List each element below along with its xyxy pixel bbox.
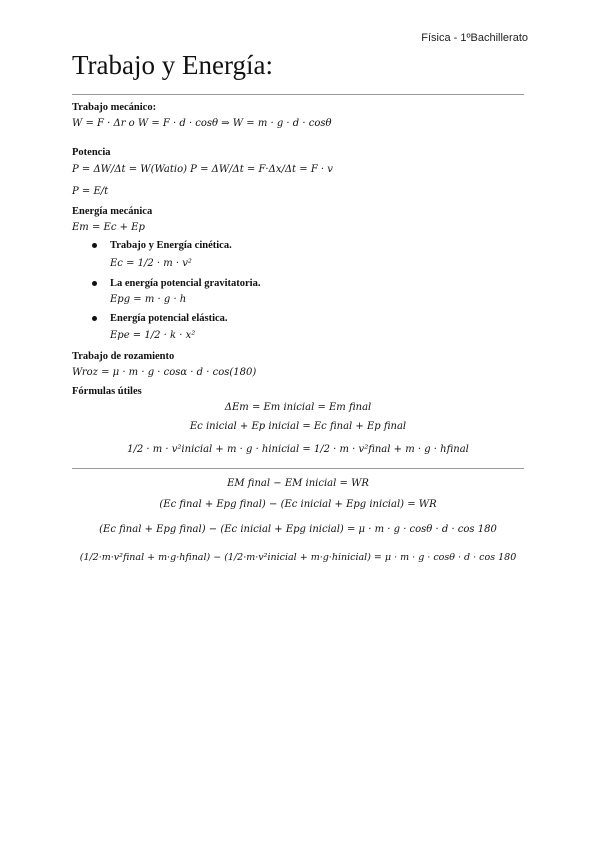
formula-util-1: ΔEm = Em inicial = Em final [224, 402, 372, 413]
list-item: Trabajo y Energía cinética. [92, 240, 232, 251]
formula-util-5: (Ec final + Epg final) − (Ec inicial + Epg inicial) = WR [159, 499, 437, 510]
bullet-icon [92, 281, 97, 286]
formula-util-6: (Ec final + Epg final) − (Ec inicial + Epg inicial) = μ · m · g · cosθ · d · cos 180 [99, 524, 497, 535]
page-title: Trabajo y Energía: [72, 50, 273, 80]
heading-potencia: Potencia [72, 147, 111, 158]
heading-rozamiento: Trabajo de rozamiento [72, 351, 175, 362]
formula-trabajo: W = F · Δr o W = F · d · cosθ ⇒ W = m · g · d · cosθ [72, 118, 332, 129]
heading-trabajo: Trabajo mecánico: [72, 102, 157, 113]
bullet-icon [92, 316, 97, 321]
formula-util-7: (1/2·m·v²final + m·g·hfinal) − (1/2·m·v²inicial + m·g·hinicial) = μ · m · g · cosθ · d · cos 180 [79, 552, 517, 563]
list-item: La energía potencial gravitatoria. [92, 278, 260, 289]
title-divider [72, 94, 524, 95]
formula-util-4: EM final − EM inicial = WR [227, 478, 369, 489]
section-divider [72, 468, 524, 469]
formula-ec: Ec = 1/2 · m · v² [110, 258, 192, 269]
course-label: Física - 1ºBachillerato [421, 32, 528, 44]
formula-util-3: 1/2 · m · v²inicial + m · g · hinicial = 1/2 · m · v²final + m · g · hfinal [127, 444, 469, 455]
formula-util-2: Ec inicial + Ep inicial = Ec final + Ep final [189, 421, 407, 432]
formula-epg: Epg = m · g · h [110, 294, 187, 305]
formula-epe: Epe = 1/2 · k · x² [110, 330, 196, 341]
formula-potencia-2: P = E/t [72, 186, 109, 197]
formula-potencia-1: P = ΔW/Δt = W(Watio) P = ΔW/Δt = F·Δx/Δt = F · v [72, 164, 333, 175]
heading-formulas: Fórmulas útiles [72, 386, 142, 397]
list-item: Energía potencial elástica. [92, 313, 228, 324]
bullet-icon [92, 243, 97, 248]
formula-rozamiento: Wroz = μ · m · g · cosα · d · cos(180) [72, 367, 257, 378]
heading-energia: Energía mecánica [72, 206, 153, 217]
formula-energia: Em = Ec + Ep [72, 222, 145, 233]
